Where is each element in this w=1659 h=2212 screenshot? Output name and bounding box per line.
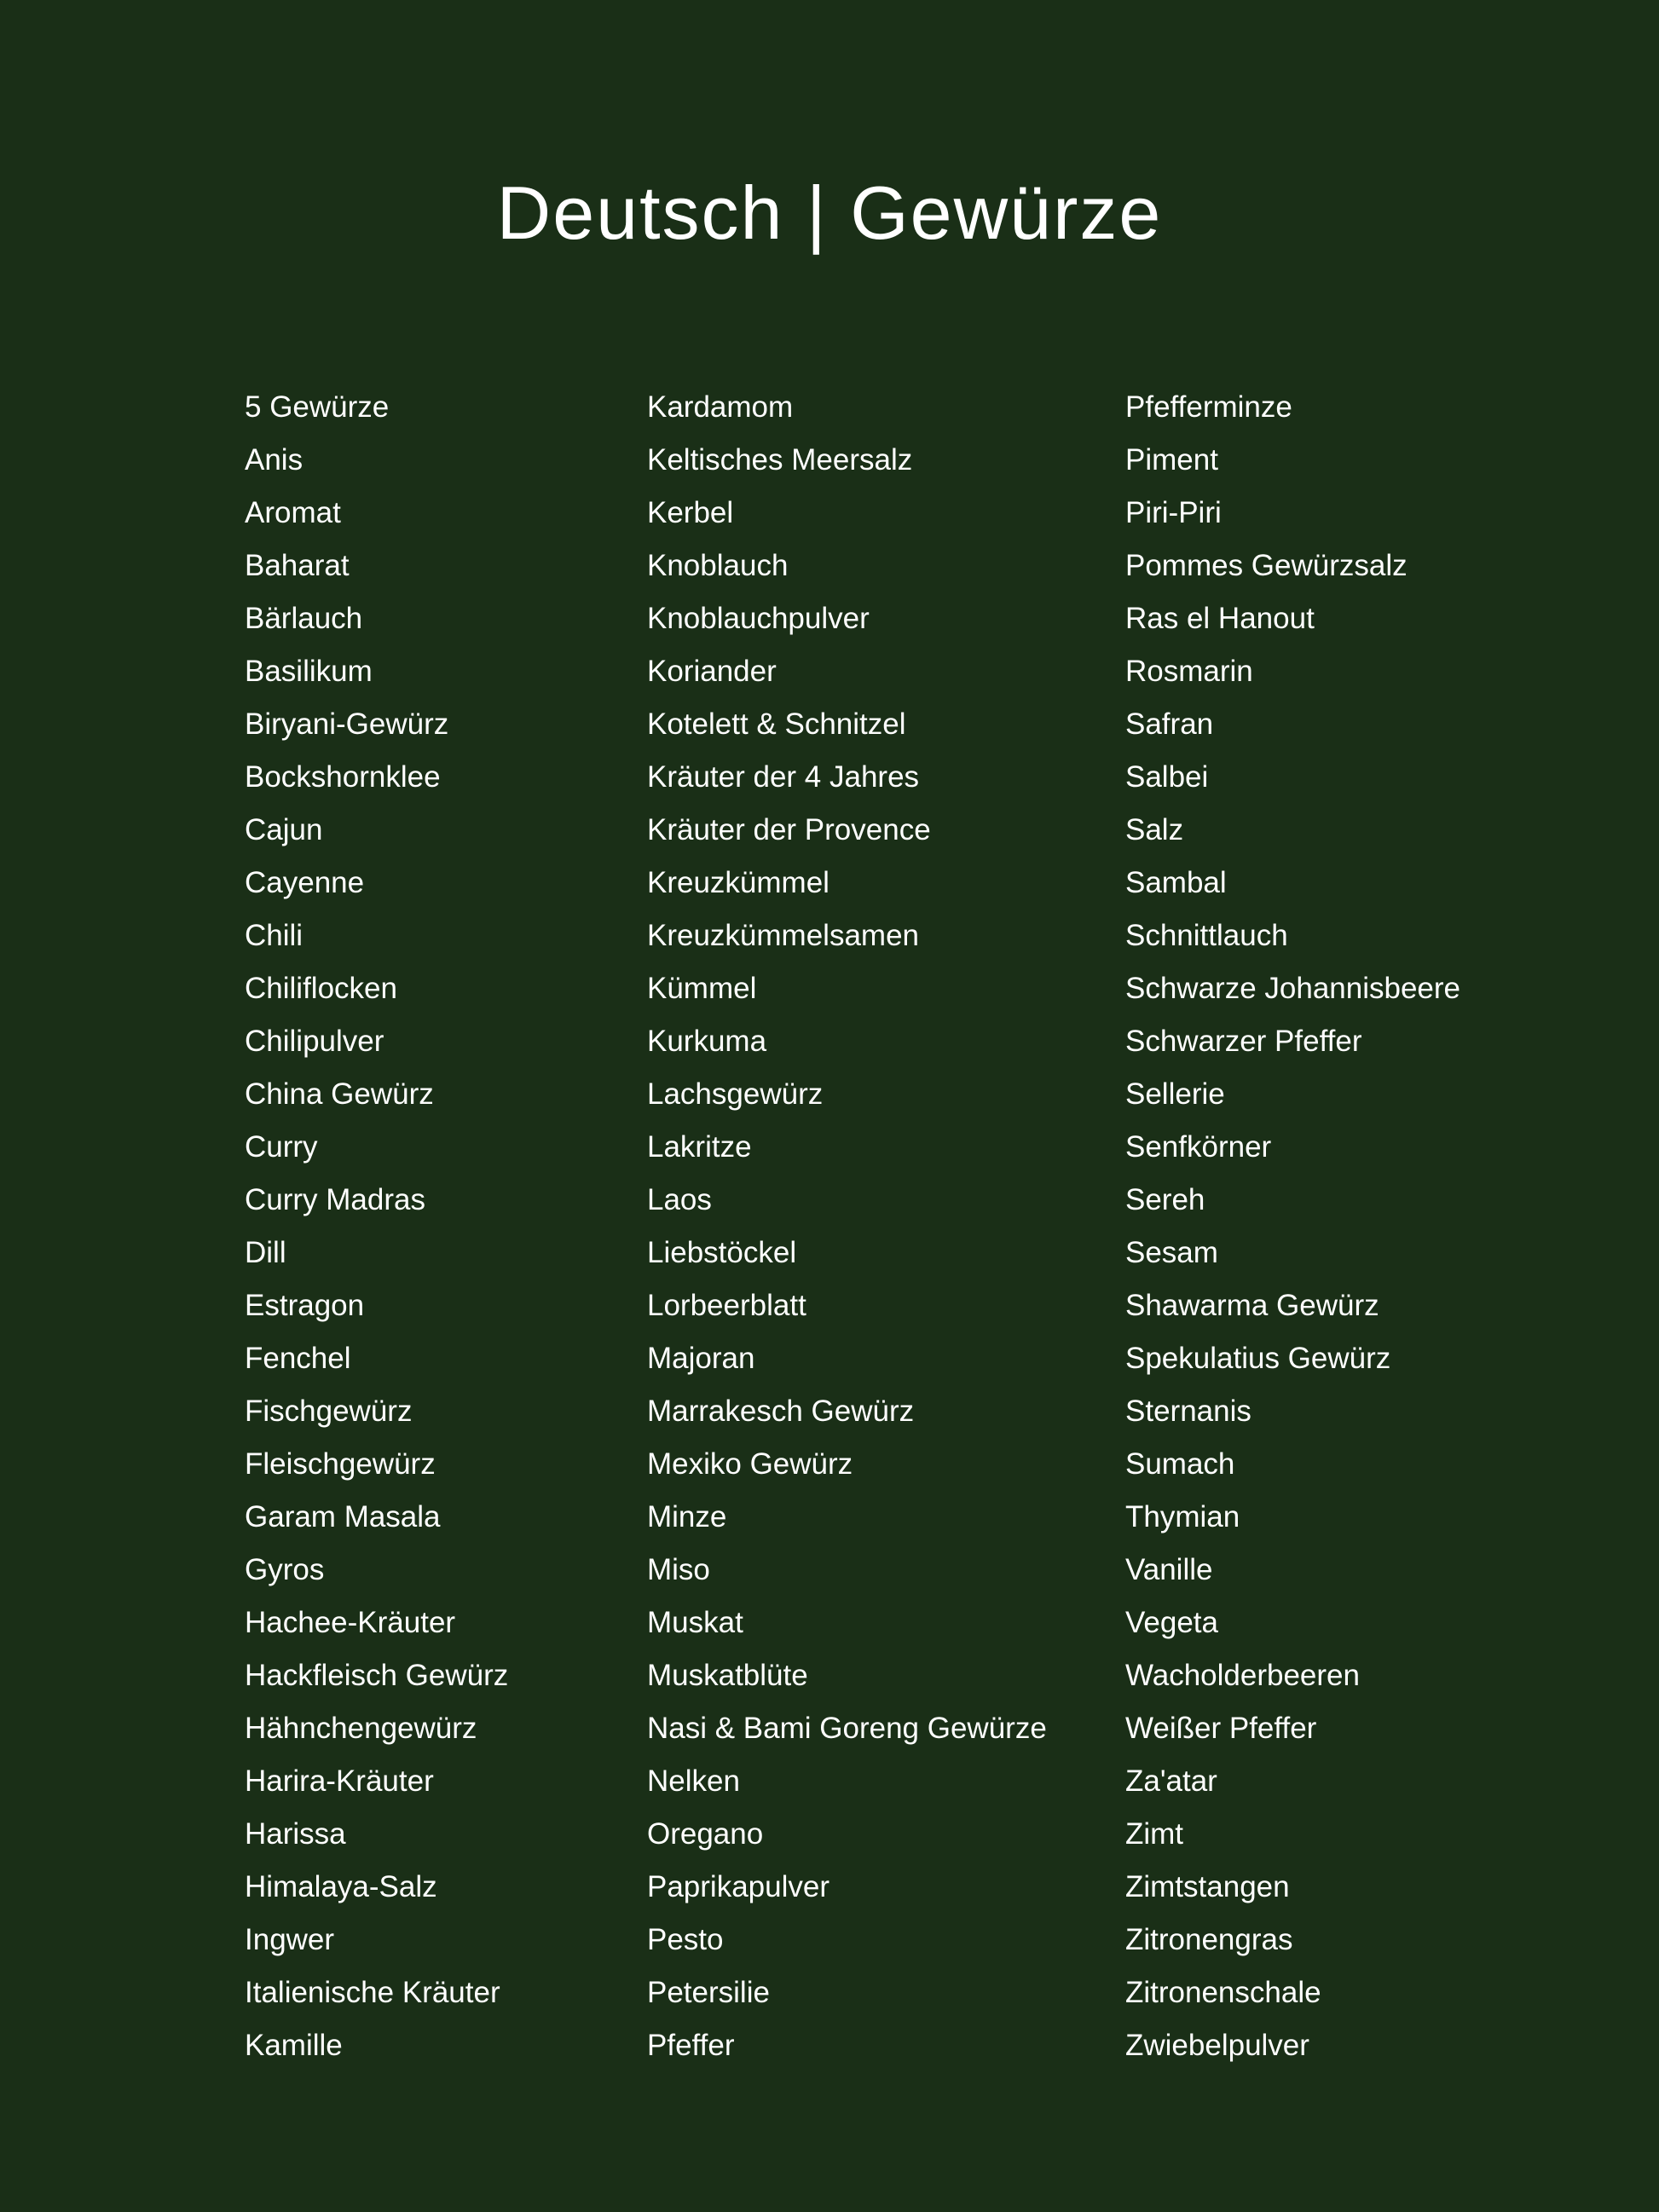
spice-item: Curry Madras — [245, 1183, 425, 1216]
spice-item: Kräuter der Provence — [647, 813, 931, 846]
spice-item: Kardamom — [647, 390, 794, 424]
spice-item: Lachsgewürz — [647, 1077, 824, 1111]
spice-item: Bärlauch — [245, 602, 363, 635]
spice-item: Garam Masala — [245, 1500, 441, 1533]
spice-item: Lorbeerblatt — [647, 1289, 806, 1322]
spice-item: Hähnchengewürz — [245, 1712, 477, 1745]
spice-item: Piment — [1125, 443, 1218, 476]
spice-item: Biryani-Gewürz — [245, 707, 449, 741]
spice-item: Fischgewürz — [245, 1395, 413, 1428]
spice-item: Aromat — [245, 496, 341, 529]
spice-item: Chiliflocken — [245, 972, 397, 1005]
spice-item: Kotelett & Schnitzel — [647, 707, 906, 741]
spice-item: Cajun — [245, 813, 323, 846]
spice-item: China Gewürz — [245, 1077, 434, 1111]
spice-item: Weißer Pfeffer — [1125, 1712, 1317, 1745]
spice-item: Koriander — [647, 655, 777, 688]
spice-item: Kräuter der 4 Jahres — [647, 760, 920, 794]
spice-item: Piri-Piri — [1125, 496, 1222, 529]
spice-item: Italienische Kräuter — [245, 1976, 500, 2009]
page-title: Deutsch | Gewürze — [496, 170, 1163, 255]
spice-item: Harira-Kräuter — [245, 1764, 434, 1798]
spice-item: Marrakesch Gewürz — [647, 1395, 915, 1428]
spice-item: Liebstöckel — [647, 1236, 797, 1269]
spice-item: Minze — [647, 1500, 727, 1533]
spice-item: Laos — [647, 1183, 712, 1216]
spice-item: Basilikum — [245, 655, 373, 688]
spice-item: Kamille — [245, 2029, 343, 2062]
spice-item: Vegeta — [1125, 1606, 1218, 1639]
spice-item: Gyros — [245, 1553, 325, 1586]
spice-list-column-3 — [1125, 384, 1460, 2075]
spice-item: Kümmel — [647, 972, 757, 1005]
spice-item: Hachee-Kräuter — [245, 1606, 456, 1639]
spice-item: Fenchel — [245, 1342, 351, 1375]
spice-item: Sternanis — [1125, 1395, 1251, 1428]
spice-item: Cayenne — [245, 866, 365, 899]
spice-item: Kurkuma — [647, 1025, 767, 1058]
spice-item: Baharat — [245, 549, 350, 582]
spice-item: Muskatblüte — [647, 1659, 808, 1692]
spice-item: Schwarze Johannisbeere — [1125, 972, 1461, 1005]
spice-item: Nelken — [647, 1764, 740, 1798]
spice-item: Pfefferminze — [1125, 390, 1292, 424]
spice-item: Harissa — [245, 1817, 346, 1851]
spice-item: Wacholderbeeren — [1125, 1659, 1360, 1692]
spice-item: Za'atar — [1125, 1764, 1217, 1798]
spice-item: Miso — [647, 1553, 710, 1586]
spice-item: Shawarma Gewürz — [1125, 1289, 1379, 1322]
spice-item: Majoran — [647, 1342, 755, 1375]
spice-item: Ingwer — [245, 1923, 335, 1956]
spice-item: Dill — [245, 1236, 286, 1269]
spice-item: Keltisches Meersalz — [647, 443, 913, 476]
spice-item: Chilipulver — [245, 1025, 384, 1058]
spice-item: Zitronenschale — [1125, 1976, 1321, 2009]
spice-item: Pesto — [647, 1923, 724, 1956]
spice-item: Zitronengras — [1125, 1923, 1293, 1956]
spice-item: Vanille — [1125, 1553, 1213, 1586]
spice-item: Himalaya-Salz — [245, 1870, 437, 1903]
spice-item: Schnittlauch — [1125, 919, 1288, 952]
spice-item: Safran — [1125, 707, 1214, 741]
spice-item: Knoblauchpulver — [647, 602, 870, 635]
spice-item: Pfeffer — [647, 2029, 735, 2062]
spice-item: Petersilie — [647, 1976, 770, 2009]
spice-list-column-1 — [245, 384, 508, 2075]
spice-item: Salz — [1125, 813, 1184, 846]
spice-item: Kreuzkümmel — [647, 866, 830, 899]
spice-item: Sellerie — [1125, 1077, 1225, 1111]
spice-item: Sesam — [1125, 1236, 1218, 1269]
spice-item: Lakritze — [647, 1130, 752, 1164]
spice-item: Chili — [245, 919, 303, 952]
spice-item: Senfkörner — [1125, 1130, 1272, 1164]
spice-item: Sereh — [1125, 1183, 1205, 1216]
spice-item: Salbei — [1125, 760, 1209, 794]
spice-item: Sambal — [1125, 866, 1227, 899]
spice-item: Muskat — [647, 1606, 743, 1639]
spice-item: Bockshornklee — [245, 760, 441, 794]
spice-item: Spekulatius Gewürz — [1125, 1342, 1391, 1375]
spice-item: Knoblauch — [647, 549, 789, 582]
spice-item: Mexiko Gewürz — [647, 1447, 853, 1481]
spice-item: Curry — [245, 1130, 318, 1164]
spice-item: Anis — [245, 443, 303, 476]
spice-item: Paprikapulver — [647, 1870, 830, 1903]
spice-item: Hackfleisch Gewürz — [245, 1659, 509, 1692]
spice-item: Schwarzer Pfeffer — [1125, 1025, 1362, 1058]
spice-item: Rosmarin — [1125, 655, 1253, 688]
spice-item: Fleischgewürz — [245, 1447, 436, 1481]
spice-item: 5 Gewürze — [245, 390, 390, 424]
spice-item: Oregano — [647, 1817, 764, 1851]
spice-item: Zimt — [1125, 1817, 1184, 1851]
spice-item: Estragon — [245, 1289, 365, 1322]
spice-item: Thymian — [1125, 1500, 1240, 1533]
spice-item: Zwiebelpulver — [1125, 2029, 1309, 2062]
spice-list-column-2 — [647, 384, 1047, 2075]
spice-item: Kreuzkümmelsamen — [647, 919, 919, 952]
spice-item: Sumach — [1125, 1447, 1235, 1481]
spice-item: Ras el Hanout — [1125, 602, 1315, 635]
spice-item: Kerbel — [647, 496, 734, 529]
spice-item: Zimtstangen — [1125, 1870, 1290, 1903]
spice-item: Nasi & Bami Goreng Gewürze — [647, 1712, 1047, 1745]
spice-item: Pommes Gewürzsalz — [1125, 549, 1408, 582]
